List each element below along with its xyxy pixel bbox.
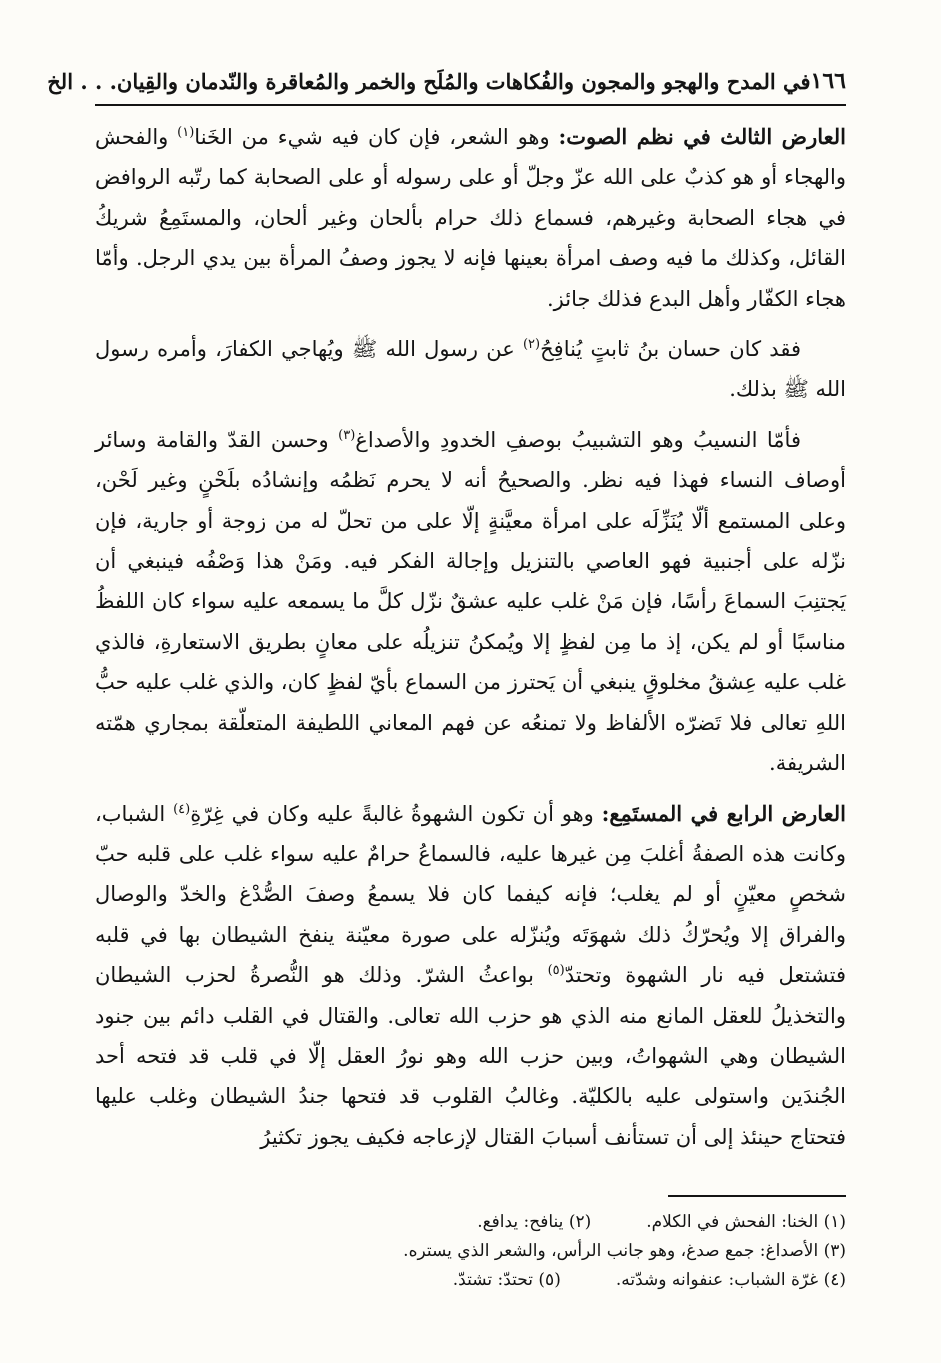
paragraph-text: فأمّا النسيبُ وهو التشبيبُ بوصفِ الخدودِ والأصداغ bbox=[355, 427, 801, 452]
running-title: في المدح والهجو والمجون والفُكاهات والمُلَح والخمر والمُعاقرة والنّدمان والقِيان. . . الخ bbox=[47, 68, 811, 94]
footnote: (٣) الأصداغ: جمع صدغ، وهو جانب الرأس، والشعر الذي يستره. bbox=[403, 1241, 846, 1261]
paragraph bbox=[95, 117, 846, 319]
footnote-ref: (٥) bbox=[547, 963, 565, 979]
footnote-ref: (٤) bbox=[173, 801, 191, 817]
page-number: ١٦٦ bbox=[810, 68, 846, 94]
main-text bbox=[95, 117, 846, 1167]
section-lead: العارض الثالث في نظم الصوت: bbox=[558, 124, 846, 149]
paragraph-text: بواعثُ الشرّ. وذلك هو النُّصرةُ لحزب الشيطان والتخذيلُ للعقل المانع منه الذي هو حزب الله تعالى. والقتال في القلب دائم بين جنود الشيطان وهي الشهواتُ، وبين حزب الله وهو نورُ العقل إلّا في قلب قد فتحه أحد الجُندَين واستولى عليه بالكليّة. وغالبُ القلوب قد فتحها جندُ الشيطان وغلب عليها فتحتاج حينئذ إلى أن تستأنف أسبابَ القتال لإزعاجه فكيف يجوز تكثيرُ bbox=[95, 963, 846, 1149]
paragraph-text: الشباب، وكانت هذه الصفةُ أغلبَ مِن غيرها عليه، فالسماعُ حرامٌ عليه سواء غلب على قلبه حبّ شخصٍ معيّنٍ أو لم يغلب؛ فإنه كيفما كان فلا يسمعُ وصفَ الصُّدْغ والخدّ والوصال والفراق إلا ويُحرّكُ ذلك شهوَتَه ويُنزّله على صورة معيّنة ينفخ الشيطان بها في قلبه فتشتعل فيه نار الشهوة وتحتدّ bbox=[95, 801, 846, 988]
footnote-row bbox=[95, 1208, 846, 1237]
paragraph bbox=[95, 794, 846, 1158]
footnote: (١) الخنا: الفحش في الكلام. bbox=[646, 1212, 846, 1232]
paragraph bbox=[95, 329, 846, 410]
footnote: (٢) ينافح: يدافع. bbox=[477, 1212, 592, 1232]
footnote: (٤) غرّة الشباب: عنفوانه وشدّته. bbox=[615, 1270, 846, 1290]
paragraph-text: فقد كان حسان بنُ ثابتٍ يُنافِحُ bbox=[540, 337, 801, 362]
footnote: (٥) تحتدّ: تشتدّ. bbox=[452, 1270, 561, 1290]
paragraph-text: وهو الشعر، فإن كان فيه شيء من الخَنا bbox=[194, 125, 559, 149]
footnote-ref: (٢) bbox=[522, 337, 541, 353]
footnotes bbox=[95, 1208, 846, 1295]
section-lead: العارض الرابع في المستَمِع: bbox=[601, 800, 846, 826]
footnote-row bbox=[95, 1237, 846, 1266]
paragraph-text: وحسن القدّ والقامة وسائر أوصاف النساء فهذا فيه نظر. والصحيحُ أنه لا يحرم نَظمُه وإنشادُه بلَحْنٍ وغير لَحْن، وعلى المستمع ألّا يُنَزِّلَه على امرأة معيَّنةٍ إلّا على من تحلّ له من زوجة أو جارية، فإن نزّله على أجنبية فهو العاصي بالتنزيل وإجالة الفكر فيه. ومَنْ هذا وَصْفُه فينبغي أن يَجتنِبَ السماعَ رأسًا، فإن مَنْ غلب عليه عشقٌ نزّل كلَّ ما يسمعه عليه سواء كان اللفظُ مناسبًا أو لم يكن، إذ ما مِن لفظٍ إلا ويُمكنُ تنزيلُه على معانٍ بطريق الاستعارةِ، فالذي غلب عليه عِشقُ مخلوقٍ ينبغي أن يَحترز من السماع بأيّ لفظٍ كان، والذي غلب عليه حبُّ اللهِ تعالى فلا تَضرّه الألفاظ ولا تمنعُه عن فهم المعاني اللطيفة المتعلّقة بمجاري همّته الشريفة. bbox=[95, 427, 846, 776]
footnote-ref: (١) bbox=[177, 125, 195, 140]
running-header bbox=[47, 58, 846, 106]
paragraph-text: وهو أن تكون الشهوةُ غالبةً عليه وكان في غِرّةِ bbox=[190, 801, 602, 826]
paragraph-text: والفحش والهجاء أو هو كذبٌ على الله عزّ وجلّ أو على رسوله أو على الصحابة كما رتّبه الروافض في هجاء الصحابة وغيرهم، فسماع ذلك حرام بألحان وغير ألحان، والمستَمِعُ شريكُ القائل، وكذلك ما فيه وصف امرأة بعينها فإنه لا يجوز وصفُ المرأة بين يدي الرجل. وأمّا هجاء الكفّار وأهل البدع فذلك جائز. bbox=[95, 125, 846, 311]
footnote-ref: (٣) bbox=[338, 427, 356, 443]
paragraph-text: عن رسول الله ﷺ ويُهاجي الكفارَ، وأمره رسول الله ﷺ بذلك. bbox=[95, 337, 846, 402]
paragraph bbox=[95, 420, 846, 784]
footnote-row bbox=[95, 1266, 846, 1295]
footnote-separator bbox=[668, 1195, 846, 1197]
